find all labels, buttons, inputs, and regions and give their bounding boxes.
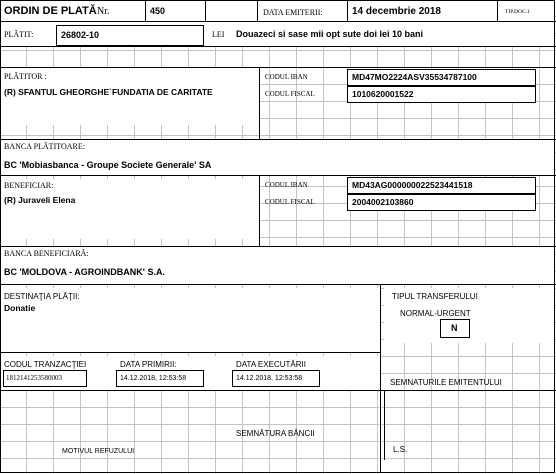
beneficiary-bank-name: BC 'MOLDOVA - AGROINDBANK' S.A. — [4, 267, 165, 277]
amount-label: PLĂTIT: — [4, 30, 34, 39]
amount-in-words: Douazeci si sase mii opt sute doi lei 10 bani — [236, 29, 424, 39]
executed-date: 14.12.2018, 12:53:58 — [236, 375, 303, 382]
beneficiary-iban-label: CODUL IBAN — [265, 181, 308, 189]
bank-signature-label: SEMNĂTURA BĂNCII — [236, 429, 315, 438]
ls-label: L.S. — [393, 445, 408, 454]
executed-date-label: DATA EXECUTĂRII — [236, 360, 306, 369]
beneficiary-fiscal-code: 2004002103860 — [352, 197, 414, 207]
payer-iban: MD47MO2224ASV35534787100 — [352, 72, 477, 82]
form-title: ORDIN DE PLATĂ — [4, 5, 97, 17]
order-number: 450 — [150, 6, 166, 16]
payer-label: PLĂTITOR : — [4, 72, 47, 81]
refusal-reason-label: MOTIVUL REFUZULUI — [62, 448, 135, 455]
issue-date: 14 decembrie 2018 — [352, 6, 441, 17]
beneficiary-label: BENEFICIAR: — [4, 181, 54, 190]
destination-label: DESTINAŢIA PLĂŢII: — [4, 292, 80, 301]
amount-value: 26802-10 — [61, 30, 100, 40]
number-label: Nr. — [97, 6, 110, 17]
transfer-type-value: N — [451, 323, 458, 333]
received-date-label: DATA PRIMIRII: — [120, 360, 177, 369]
received-date: 14.12.2018, 12:53:58 — [120, 375, 187, 382]
payer-fiscal-code: 1010620001522 — [352, 89, 414, 99]
payer-bank-name: BC 'Mobiasbanca - Groupe Societe Generale' SA — [4, 160, 212, 170]
issue-date-label: DATA EMITERII: — [263, 8, 323, 17]
beneficiary-name: (R) Juraveli Elena — [4, 195, 76, 205]
payer-iban-label: CODUL IBAN — [265, 73, 308, 81]
beneficiary-bank-label: BANCA BENEFICIARĂ: — [4, 249, 89, 258]
transaction-code: 1812141253580003 — [6, 374, 62, 382]
beneficiary-iban: MD43AG000000022523441518 — [352, 180, 473, 190]
payer-bank-label: BANCA PLĂTITOARE: — [4, 142, 85, 151]
normal-urgent-label: NORMAL-URGENT — [400, 309, 471, 318]
doc-type: TIP.DOC.1 — [505, 9, 530, 15]
destination-value: Donatie — [4, 303, 36, 313]
beneficiary-fiscal-label: CODUL FISCAL — [265, 198, 315, 206]
issuer-signatures-label: SEMNATURILE EMITENTULUI — [390, 378, 502, 387]
transaction-code-label: CODUL TRANZACŢIEI — [4, 360, 87, 369]
payer-fiscal-label: CODUL FISCAL — [265, 90, 315, 98]
currency-label: LEI — [212, 30, 225, 39]
transfer-type-label: TIPUL TRANSFERULUI — [392, 292, 478, 301]
payer-name: (R) SFANTUL GHEORGHE`FUNDATIA DE CARITATE — [4, 87, 213, 97]
